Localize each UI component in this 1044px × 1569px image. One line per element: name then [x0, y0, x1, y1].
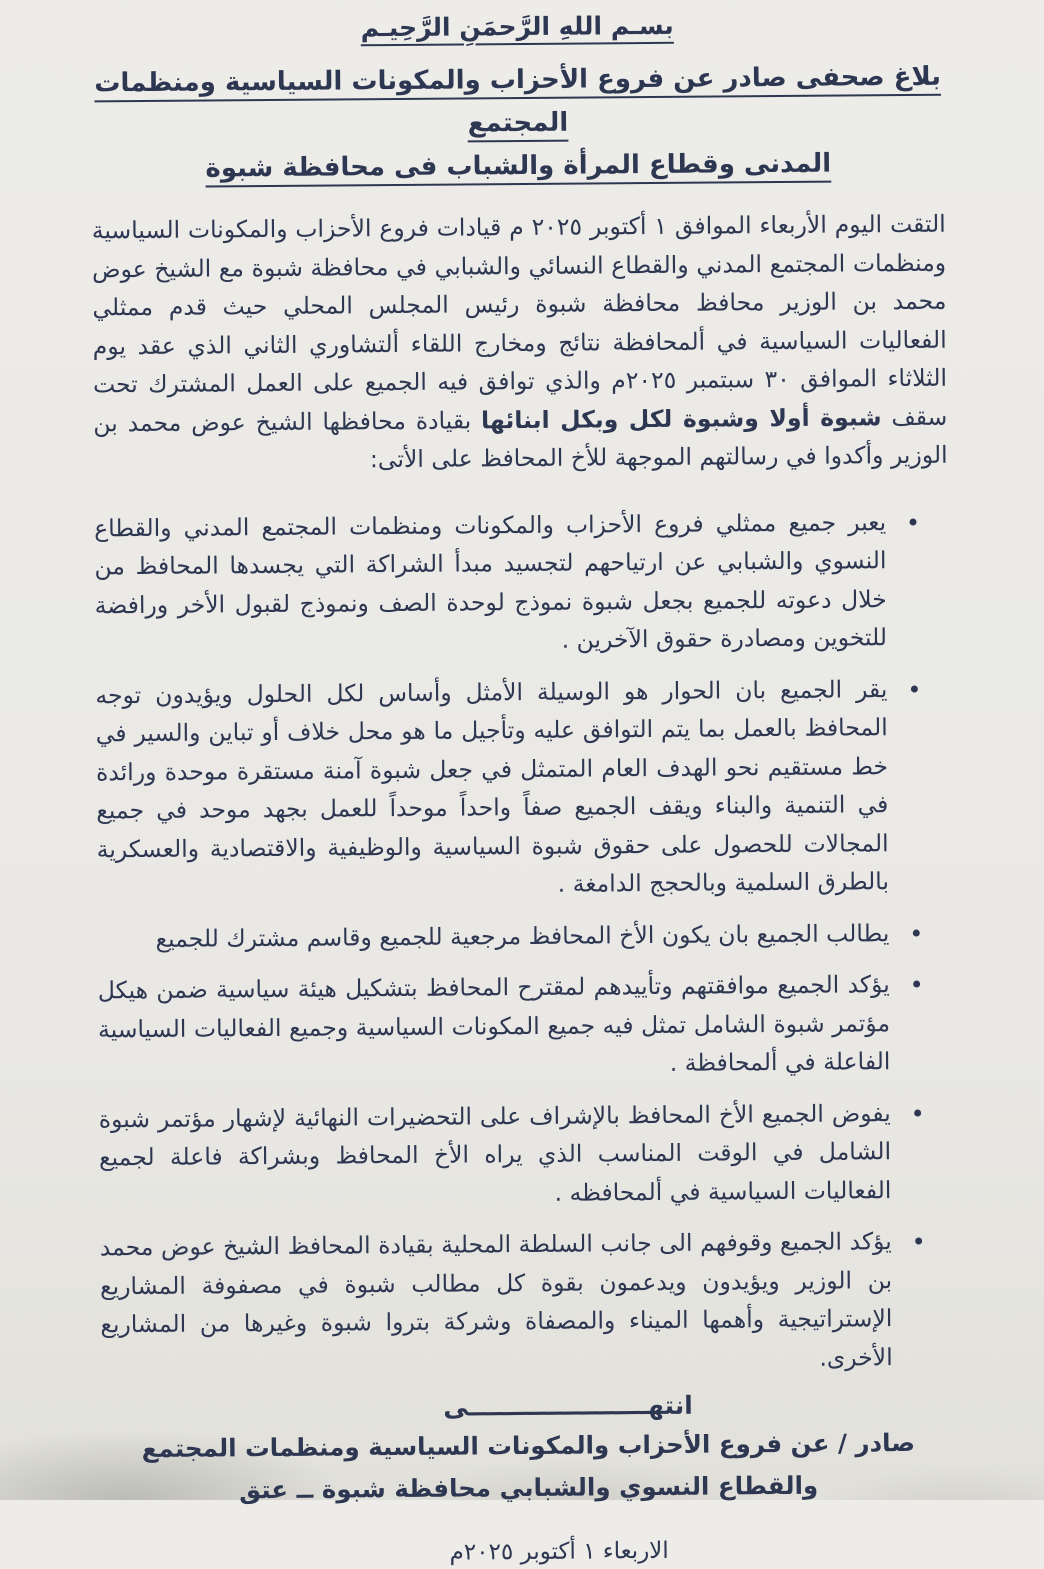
list-item: • يؤكد الجميع موافقتهم وتأييدهم لمقترح المحافظ بتشكيل هيئة سياسية ضمن هيكل مؤتمر شبوة الشامل تمثل فيه جميع المكونات السياسية وجميع الفعاليات السياسية الفاعلة في ألمحافظة . — [98, 965, 891, 1087]
issued-by-block — [101, 1422, 956, 1513]
issued-by-line-2: والقطاع النسوي والشبابي محافظة شبوة ــ عتق — [102, 1464, 956, 1513]
intro-text-end: بقيادة محافظها الشيخ عوض محمد بن الوزير وأكدوا في رسالتهم الموجهة للأخ المحافظ على الأتى: — [93, 406, 947, 473]
list-item: • يعبر جميع ممثلي فروع الأحزاب والمكونات ومنظمات المجتمع المدني والقطاع النسوي والشبابي عن ارتياحهم لتجسيد مبدأ الشراكة التي يجسدها المحافظ من خلال دعوته للجميع بجعل شبوة نموذج لوحدة الصف ونموذج لقبول الأخر ورافضة للتخوين ومصادرة حقوق الآخرين . — [94, 503, 887, 663]
intro-text-start: التقت اليوم الأربعاء الموافق ١ أكتوبر ٢٠٢٥ م قيادات فروع الأحزاب والمكونات السياسية ومنظمات المجتمع المدني والقطاع النسائي والشبابي في محافظة شبوة مع الشيخ عوض محمد بن الوزير محافظ محافظة شبوة رئيس المجلس المحلي حيث قدم ممثلي الفعاليات السياسية في ألمحافظة نتائج ومخارج اللقاء ألتشاوري الثاني الذي عقد يوم الثلاثاء الموافق ٣٠ سبتمبر ٢٠٢٥م والذي توافق فيه الجميع على العمل المشترك تحت سقف — [92, 210, 948, 431]
list-item: • يقر الجميع بان الحوار هو الوسيلة الأمثل وأساس لكل الحلول ويؤيدون توجه المحافظ بالعمل بما يتم التوافق عليه وتأجيل ما هو محل خلاف أو تباين والسير في خط مستقيم نحو الهدف العام المتمثل في جعل شبوة آمنة مستقرة موحدة ورائدة في التنمية والبناء ويقف الجميع صفاً واحداً موحداً للعمل بجهد موحد في جميع المجالات للحصول على حقوق شبوة السياسية والوظيفية والاقتصادية والعسكرية بالطرق السلمية وبالحجج الدامغة . — [95, 670, 889, 907]
list-item: • يفوض الجميع الأخ المحافظ بالإشراف على التحضيرات النهائية لإشهار مؤتمر شبوة الشامل في الوقت المناسب الذي يراه الأخ المحافظ وبشراكة فاعلة لجميع الفعاليات السياسية في ألمحافظه . — [99, 1094, 892, 1216]
statement-points-list — [94, 502, 955, 1382]
list-item: • يطالب الجميع بان يكون الأخ المحافظ مرجعية للجميع وقاسم مشترك للجميع — [97, 914, 889, 959]
document-title-line-2: المدنى وقطاع المرأة والشباب فى محافظة شبوة — [91, 142, 945, 192]
list-item: • يؤكد الجميع وقوفهم الى جانب السلطة المحلية بقيادة المحافظ الشيخ عوض محمد بن الوزير ويؤيدون ويدعمون بقوة كل مطالب شبوة في مصفوفة المشاريع الإستراتيجية وأهمها الميناء والمصفاة وشركة بتروا شبوة وغيرها من المشاريع الأخرى. — [100, 1222, 893, 1382]
document-title-line-1: بلاغ صحفى صادر عن فروع الأحزاب والمكونات السياسية ومنظمات المجتمع — [90, 56, 945, 149]
intro-text-bold-slogan: شبوة أولا وشبوة لكل وبكل ابنائها — [481, 403, 882, 434]
issued-by-line-1: صادر / عن فروع الأحزاب والمكونات السياسية ومنظمات المجتمع — [101, 1422, 955, 1471]
intro-paragraph — [92, 205, 948, 481]
ending-marker: انتهـــــــــــــــــــــى — [101, 1389, 955, 1425]
bismillah-header: بسـم اللهِ الرَّحمَنِ الرَّحِيـم — [90, 9, 944, 45]
document-date: الاربعاء ١ أكتوبر ٢٠٢٥م — [102, 1536, 956, 1569]
